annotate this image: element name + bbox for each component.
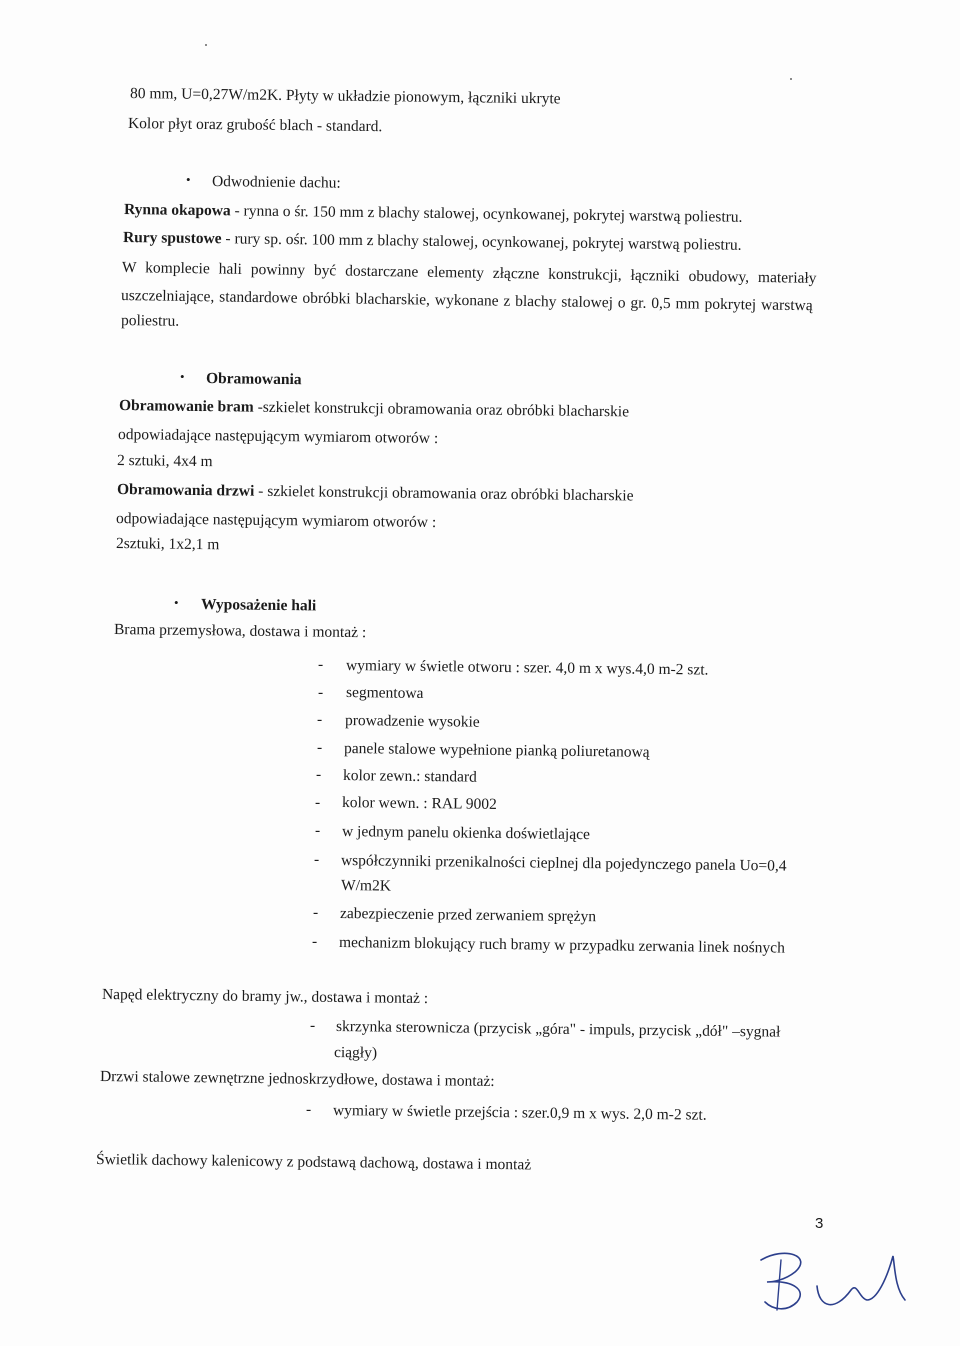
scan-speck [205,44,207,46]
list-dash: - [313,904,319,921]
list-dash: - [315,794,321,811]
text-line: Brama przemysłowa, dostawa i montaż : [113,621,367,642]
list-item: panele stalowe wypełnione pianką poliuretanową [343,740,650,761]
term-text: - rynna o śr. 150 mm z blachy stalowej, ocynkowanej, pokrytej warstwą poliestru. [230,202,743,226]
text-line [124,200,743,228]
list-dash: - [317,711,323,728]
text-line [123,228,742,256]
section-heading: Wyposażenie hali [200,596,317,615]
term-text: - rury sp. ośr. 100 mm z blachy stalowej, ocynkowanej, pokrytej warstwą poliestru. [221,230,742,254]
list-dash: - [318,656,324,673]
text-line: odpowiadające następującym wymiarom otworów : [115,510,437,532]
section-heading: Odwodnienie dachu: [211,173,341,192]
text-line: 2sztuki, 1x2,1 m [115,535,220,554]
list-item: współczynniki przenikalności cieplnej dla pojedynczego panela Uo=0,4 [340,852,787,875]
scan-speck [790,78,792,80]
list-item: mechanizm blokujący ruch bramy w przypadku zerwania linek nośnych [338,934,785,957]
list-item: zabezpieczenie przed zerwaniem sprężyn [339,905,597,926]
text-line: Kolor płyt oraz grubość blach - standard. [127,115,383,136]
text-line: Napęd elektryczny do bramy jw., dostawa i montaż : [101,986,429,1008]
list-dash: - [316,766,322,783]
bullet: • [180,369,185,384]
list-item: kolor zewn.: standard [342,767,477,786]
text-line [117,480,634,506]
term-text: - szkielet konstrukcji obramowania oraz obróbki blacharskie [254,482,634,505]
list-dash: - [318,684,324,701]
text-line: odpowiadające następującym wymiarom otworów : [117,426,439,448]
list-dash: - [310,1017,316,1034]
list-dash: - [317,739,323,756]
text-line: Świetlik dachowy kalenicowy z podstawą dachową, dostawa i montaż [95,1151,532,1174]
list-item: skrzynka sterownicza (przycisk „góra" - impuls, przycisk „dół" –sygnał [335,1018,781,1041]
section-heading: Obramowania [205,370,302,389]
term-label: Obramowanie bram [118,397,254,416]
list-item: wymiary w świetle przejścia : szer.0,9 m x wys. 2,0 m-2 szt. [332,1102,707,1124]
list-item: prowadzenie wysokie [344,712,480,731]
term-label: Rury spustowe [122,229,222,248]
text-line [119,396,629,422]
term-text: -szkielet konstrukcji obramowania oraz obróbki blacharskie [253,398,630,421]
bullet: • [186,172,191,187]
bullet: • [174,595,179,610]
term-label: Obramowania drzwi [116,481,255,500]
list-item-continuation: W/m2K [340,877,392,895]
text-line: Drzwi stalowe zewnętrzne jednoskrzydłowe, dostawa i montaż: [99,1068,495,1090]
text-line: poliestru. [120,312,180,330]
list-item: w jednym panelu okienka doświetlające [341,823,591,844]
page-number: 3 [815,1215,824,1232]
list-item: wymiary w świetle otworu : szer. 4,0 m x wys.4,0 m-2 szt. [345,657,709,679]
text-line: 80 mm, U=0,27W/m2K. Płyty w układzie pionowym, łączniki ukryte [129,85,561,108]
list-dash: - [306,1101,312,1118]
text-line: 2 sztuki, 4x4 m [116,452,213,471]
list-dash: - [315,822,321,839]
text-line: uszczelniające, standardowe obróbki blacharskie, wykonane z blachy stalowej o gr. 0,5 mm pokrytej warstwą [120,287,813,315]
list-dash: - [312,933,318,950]
term-label: Rynna okapowa [123,201,231,220]
list-dash: - [314,851,320,868]
list-item-continuation: ciągły) [333,1044,378,1062]
list-item: kolor wewn. : RAL 9002 [341,794,497,813]
text-line: W komplecie hali powinny być dostarczane elementy złączne konstrukcji, łączniki obudowy, materiały [121,259,817,287]
signature [755,1238,915,1328]
list-item: segmentowa [345,684,424,702]
